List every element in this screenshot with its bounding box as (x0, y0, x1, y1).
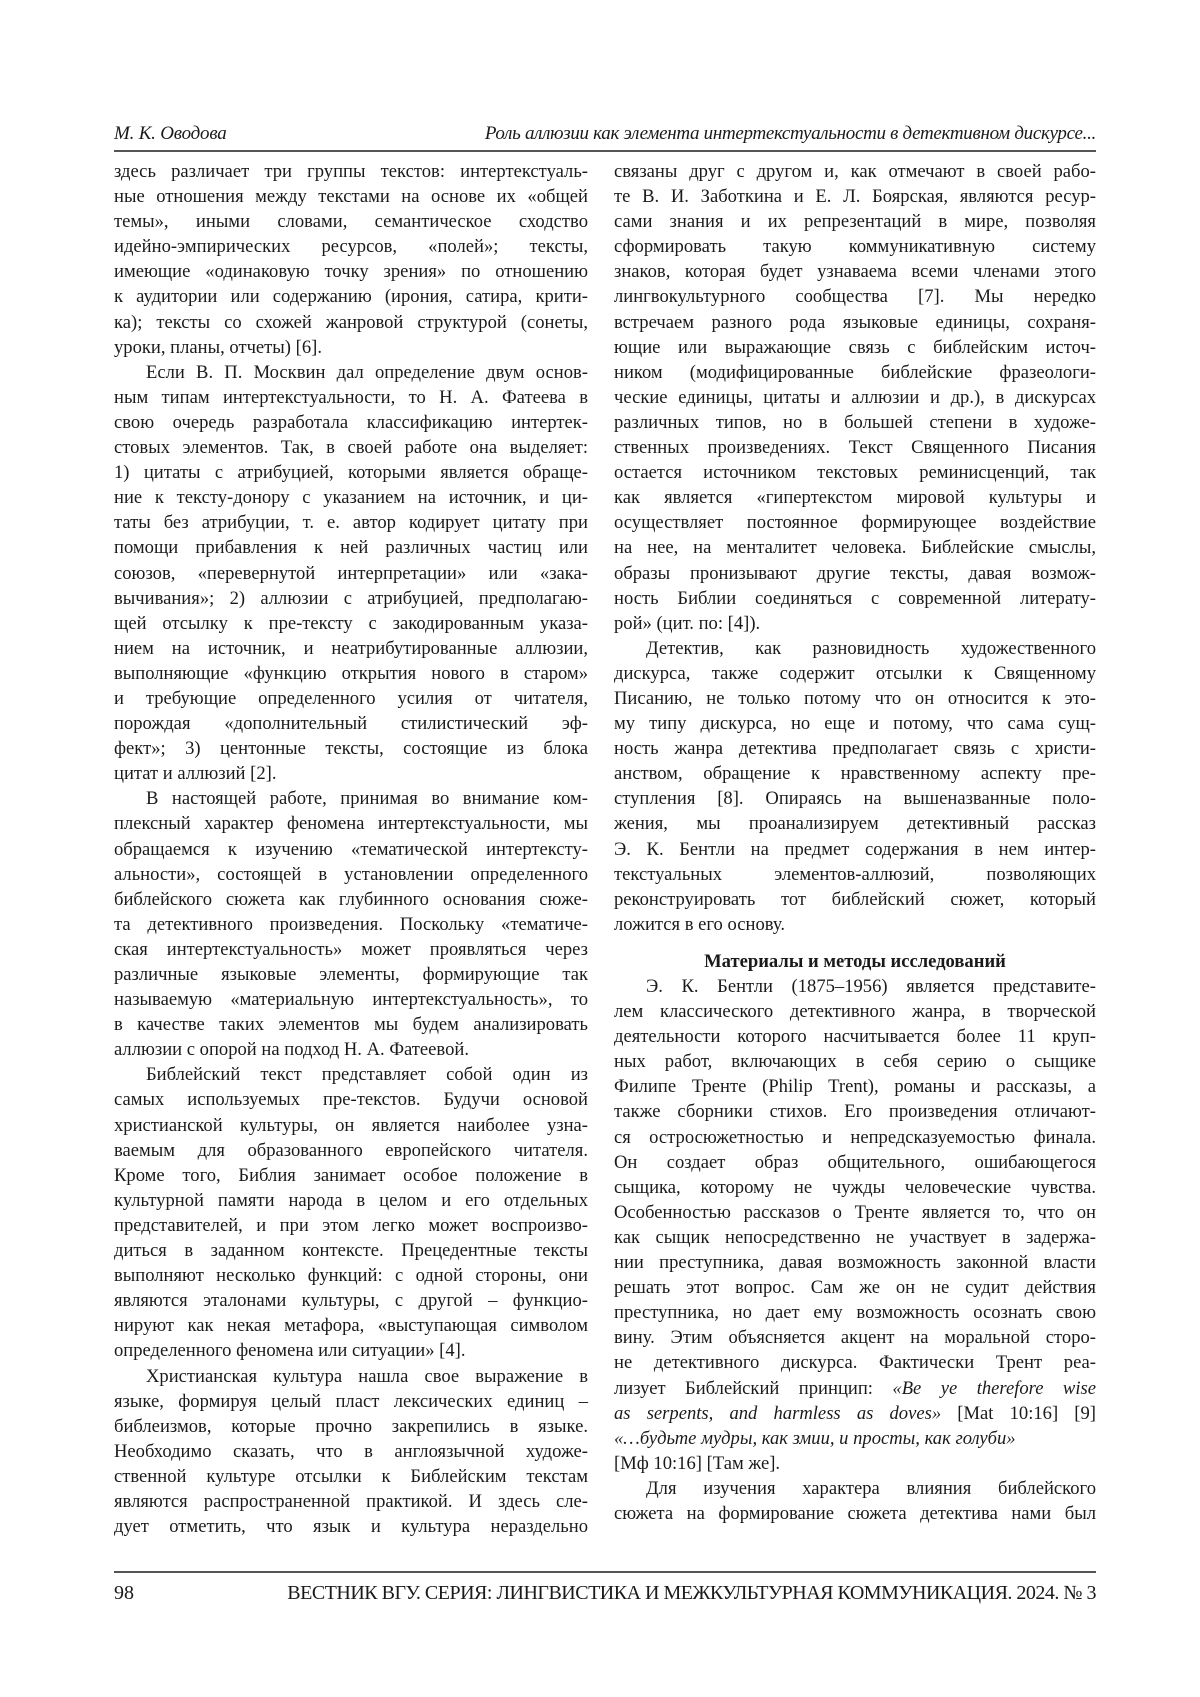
text-line: фект»; 3) центонные тексты, состоящие из блока (114, 738, 588, 760)
text-line: не детективного дискурса. Фактически Трент реа- (614, 1352, 1096, 1374)
text-line: щей отсылку к пре-тексту с закодированным указа- (114, 612, 588, 634)
text-line: Э. К. Бентли на предмет содержания в нем интер- (614, 838, 1096, 860)
text-line: аллюзии с опорой на подход Н. А. Фатеевой. (114, 1039, 469, 1061)
header-rule (114, 150, 1096, 152)
text-line: культурной памяти народа в целом и его отдельных (114, 1189, 588, 1211)
text-line: рой» (цит. по: [4]). (614, 612, 761, 634)
text-line: порождая «дополнительный стилистический эф- (114, 713, 588, 735)
text-line: Необходимо сказать, что в англоязычной художе- (114, 1440, 588, 1462)
text-line (614, 1376, 1096, 1401)
text-line: являются эталонами культуры, с другой – функцио- (114, 1290, 588, 1312)
text-line: текстуальных элементов-аллюзий, позволяющих (614, 863, 1096, 885)
text-span: лизует Библейский принцип: (614, 1377, 893, 1399)
text-line: встречаем разного рода языковые единицы, сохраня- (614, 311, 1096, 333)
text-line: различных типов, но в большей степени в художе- (614, 411, 1096, 433)
journal-title: ВЕСТНИК ВГУ. СЕРИЯ: ЛИНГВИСТИКА И МЕЖКУЛЬТУРНАЯ КОММУНИКАЦИЯ. 2024. № 3 (287, 1582, 1096, 1604)
text-line: связаны друг с другом и, как отмечают в своей рабо- (614, 161, 1096, 182)
text-line: библейского сюжета как глубинного основания сюже- (114, 888, 588, 910)
text-line: те В. И. Заботкина и Е. Л. Боярская, являются ресур- (614, 186, 1096, 208)
text-line: деятельности которого насчитывается более 11 круп- (614, 1026, 1096, 1048)
text-line: ющие или выражающие связь с библейским источ- (614, 336, 1096, 358)
text-line: выполняющие «функцию открытия нового в старом» (114, 662, 588, 684)
text-line: лингвокультурного сообщества [7]. Мы нередко (614, 286, 1096, 308)
text-line: анством, обращение к нравственному аспекту пре- (614, 763, 1096, 785)
left-text-column (114, 159, 588, 1539)
text-line: библеизмов, которые прочно закрепились в языке. (114, 1415, 588, 1437)
text-line: лем классического детективного жанра, в творческой (614, 1001, 1096, 1023)
text-line: темы», иными словами, семантическое сходство (114, 211, 588, 233)
text-line: нии преступника, давая возможность законной власти (614, 1252, 1096, 1274)
text-span: [Mat 10:16] [9] (941, 1402, 1096, 1424)
text-line (614, 1401, 1096, 1426)
text-line: Если В. П. Москвин дал определение двум основ- (146, 361, 588, 383)
text-line: ложится в его основу. (614, 913, 785, 935)
text-line: сюжета на формирование сюжета детектива нами был (614, 1502, 1096, 1524)
text-line: Особенностью рассказов о Тренте является то, что он (614, 1201, 1096, 1223)
text-line: как является «гипертекстом мировой культуры и (614, 487, 1096, 509)
text-line: альности», состоящей в установлении определенного (114, 863, 588, 885)
text-line (614, 1426, 1096, 1451)
text-line: сформировать такую коммуникативную систему (614, 236, 1096, 258)
text-line: ка); тексты со схожей жанровой структурой (сонеты, (114, 311, 588, 333)
text-line: вычивания»; 2) аллюзии с атрибуцией, предполагаю- (114, 587, 588, 609)
page-number: 98 (114, 1582, 134, 1604)
text-line: жения, мы проанализируем детективный рассказ (614, 813, 1096, 835)
text-line: к аудитории или содержанию (ирония, сатира, крити- (114, 286, 588, 308)
text-line: Кроме того, Библия занимает особое положение в (114, 1164, 588, 1186)
text-line: ственной культуре отсылки к Библейским текстам (114, 1465, 588, 1487)
italic-quote: as serpents, and harmless as doves» (614, 1402, 942, 1424)
text-line: различные языковые элементы, формирующие так (114, 964, 588, 985)
text-line: Детектив, как разновидность художественного (646, 637, 1096, 659)
text-line: Он создает образ общительного, ошибающегося (614, 1151, 1096, 1173)
text-line: решать этот вопрос. Сам же он не судит действия (614, 1277, 1096, 1299)
text-line: христианской культуры, он является наиболее узна- (114, 1114, 588, 1136)
text-line: дует отметить, что язык и культура нераздельно (114, 1516, 588, 1538)
text-line: Библейский текст представляет собой один из (146, 1064, 588, 1086)
text-line: сыщика, которому не чужды человеческие чувства. (614, 1176, 1096, 1198)
text-line: идейно-эмпирических ресурсов, «полей»; тексты, (114, 236, 588, 258)
text-line: ступления [8]. Опираясь на вышеназванные поло- (614, 788, 1096, 810)
text-line: дискурса, также содержит отсылки к Священному (614, 662, 1096, 684)
text-line: Христианская культура нашла свое выражение в (146, 1365, 588, 1387)
text-line: ваемым для образованного европейского читателя. (114, 1139, 588, 1161)
running-head-author: М. К. Оводова (114, 123, 227, 144)
text-line: свою очередь разработала классификацию интертек- (114, 411, 588, 433)
text-line: Писанию, не только потому что он относится к это- (614, 687, 1096, 709)
text-line: плексный характер феномена интертекстуальности, мы (114, 813, 588, 835)
text-line: уроки, планы, отчеты) [6]. (114, 336, 322, 358)
text-line: самых используемых пре-текстов. Будучи основой (114, 1089, 588, 1111)
text-line: цитат и аллюзий [2]. (114, 763, 277, 785)
text-line: ным типам интертекстуальности, то Н. А. Фатеева в (114, 386, 588, 408)
text-line: знаков, которая будет узнаваема всеми членами этого (614, 261, 1096, 283)
text-line: осуществляет постоянное формирующее воздействие (614, 512, 1096, 534)
text-line: на нее, на менталитет человека. Библейские смыслы, (614, 537, 1096, 559)
text-line: сами знания и их репрезентаций в мире, позволяя (614, 211, 1096, 233)
text-line: союзов, «перевернутой интерпретации» или «зака- (114, 562, 588, 584)
running-head (114, 122, 1096, 146)
text-line: стовых элементов. Так, в своей работе она выделяет: (114, 437, 588, 459)
text-line: нием на источник, и неатрибутированные аллюзии, (114, 637, 588, 659)
text-line: му типу дискурса, но еще и потому, что сама сущ- (614, 713, 1096, 735)
text-line: также сборники стихов. Его произведения отличают- (614, 1101, 1096, 1123)
text-line: ся остросюжетностью и непредсказуемостью финала. (614, 1126, 1096, 1148)
text-line: ская интертекстуальность» может проявляться через (114, 938, 588, 960)
text-line: здесь различает три группы текстов: интертекстуаль- (114, 161, 588, 182)
text-line: таты без атрибуции, т. е. автор кодирует цитату при (114, 512, 588, 534)
text-line: В настоящей работе, принимая во внимание ком- (146, 788, 588, 810)
text-line: преступника, но дает ему возможность осознать свою (614, 1302, 1096, 1324)
text-line: Э. К. Бентли (1875–1956) является представите- (646, 976, 1096, 997)
running-head-article-title: Роль аллюзии как элемента интертекстуальности в детективном дискурсе... (484, 123, 1096, 144)
text-line: в качестве таких элементов мы будем анализировать (114, 1014, 588, 1036)
text-line: выполняют несколько функций: с одной стороны, они (114, 1265, 588, 1287)
text-line: определенного феномена или ситуации» [4]. (114, 1340, 466, 1362)
text-line: образы пронизывают другие тексты, давая возмож- (614, 562, 1096, 584)
text-line: та детективного произведения. Поскольку «тематиче- (114, 913, 588, 935)
right-text-column (614, 159, 1096, 1526)
text-line: вину. Этим объясняется акцент на моральной сторо- (614, 1327, 1096, 1349)
text-line: остается источником текстовых реминисценций, так (614, 462, 1096, 484)
text-line: 1) цитаты с атрибуцией, которыми является обраще- (114, 462, 588, 484)
text-line: ных работ, включающих в себя серию о сыщике (614, 1051, 1096, 1073)
text-line: ние к тексту-донору с указанием на источник, и ци- (114, 487, 588, 509)
text-line: ность Библии соединяться с современной литерату- (614, 587, 1096, 609)
text-line: языке, формируя целый пласт лексических единиц – (114, 1390, 588, 1412)
text-line: нируют как некая метафора, «выступающая символом (114, 1315, 588, 1337)
text-line: Филипе Тренте (Philip Trent), романы и рассказы, а (614, 1076, 1096, 1098)
text-line: Для изучения характера влияния библейского (646, 1477, 1096, 1499)
italic-quote: «Be ye therefore wise (892, 1377, 1096, 1399)
text-line: ность жанра детектива предполагает связь с христи- (614, 738, 1096, 760)
text-line: как сыщик непосредственно не участвует в задержа- (614, 1226, 1096, 1248)
text-line: называемую «материальную интертекстуальность», то (114, 989, 588, 1011)
section-heading: Материалы и методы исследований (704, 950, 1006, 972)
text-line: реконструировать тот библейский сюжет, который (614, 888, 1096, 910)
text-line: ственных произведениях. Текст Священного Писания (614, 437, 1096, 459)
text-line: ные отношения между текстами на основе их «общей (114, 186, 588, 208)
footer-rule (114, 1571, 1096, 1573)
text-line: имеющие «одинаковую точку зрения» по отношению (114, 261, 588, 283)
text-line: ческие единицы, цитаты и аллюзии и др.), в дискурсах (614, 386, 1096, 408)
italic-quote: «…будьте мудры, как змии, и просты, как голуби» (614, 1427, 1016, 1449)
text-line: и требующие определенного усилия от читателя, (114, 687, 588, 709)
text-line: являются распространенной практикой. И здесь сле- (114, 1490, 588, 1512)
text-line: ником (модифицированные библейские фразеологи- (614, 361, 1096, 383)
text-line: представителей, и при этом легко может воспроизво- (114, 1214, 588, 1236)
text-line: диться в заданном контексте. Прецедентные тексты (114, 1240, 588, 1262)
text-line: [Мф 10:16] [Там же]. (614, 1452, 781, 1474)
text-line: помощи прибавления к ней различных частиц или (114, 537, 588, 559)
text-line: обращаемся к изучению «тематической интертексту- (114, 838, 588, 860)
